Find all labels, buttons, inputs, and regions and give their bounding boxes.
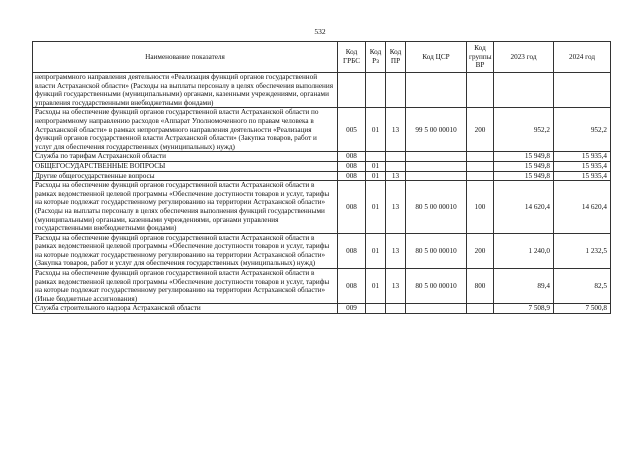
table-row — [33, 233, 611, 268]
cell-y2023: 89,4 — [494, 269, 554, 304]
cell-rz: 01 — [366, 161, 386, 171]
cell-pr: 13 — [386, 181, 406, 234]
cell-name: Расходы на обеспечение функций органов государственной власти Астраханской области в рамках ведомственной целевой программы «Обеспечение доступности товаров и услуг, тарифы на которые подлежат государственному регулированию на территории Астраханской области» (Расходы на выплаты персоналу в целях обеспечения выполнения функций государственными (муниципальными) органами, казенными учреждениями, органами управления государственными внебюджетными фондами) — [33, 181, 338, 234]
cell-csr — [406, 171, 467, 181]
cell-pr — [386, 304, 406, 314]
cell-vr — [467, 161, 494, 171]
cell-y2023: 15 949,8 — [494, 152, 554, 162]
cell-grbs: 005 — [338, 108, 366, 152]
header-2023: 2023 год — [494, 42, 554, 73]
cell-vr — [467, 171, 494, 181]
cell-rz: 01 — [366, 181, 386, 234]
cell-pr: 13 — [386, 233, 406, 268]
header-vr: Код группы ВР — [467, 42, 494, 73]
cell-csr — [406, 152, 467, 162]
cell-name: Другие общегосударственные вопросы — [33, 171, 338, 181]
cell-csr: 99 5 00 00010 — [406, 108, 467, 152]
cell-y2024: 82,5 — [554, 269, 611, 304]
cell-vr: 800 — [467, 269, 494, 304]
cell-y2024: 15 935,4 — [554, 152, 611, 162]
cell-name: Расходы на обеспечение функций органов государственной власти Астраханской области в рамках ведомственной целевой программы «Обеспечение доступности товаров и услуг, тарифы на которые подлежат государственному регулированию на территории Астраханской области» (Закупка товаров, работ и услуг для обеспечения государственных (муниципальных) нужд) — [33, 233, 338, 268]
header-name: Наименование показателя — [33, 42, 338, 73]
cell-grbs: 009 — [338, 304, 366, 314]
cell-y2024 — [554, 73, 611, 108]
cell-pr — [386, 152, 406, 162]
table-row — [33, 152, 611, 162]
cell-y2023 — [494, 73, 554, 108]
header-2024: 2024 год — [554, 42, 611, 73]
cell-y2024: 14 620,4 — [554, 181, 611, 234]
cell-csr: 80 5 00 00010 — [406, 181, 467, 234]
cell-y2023: 15 949,8 — [494, 171, 554, 181]
header-pr: Код ПР — [386, 42, 406, 73]
cell-y2024: 15 935,4 — [554, 171, 611, 181]
cell-y2023: 14 620,4 — [494, 181, 554, 234]
cell-y2023: 15 949,8 — [494, 161, 554, 171]
cell-y2023: 1 240,0 — [494, 233, 554, 268]
cell-csr — [406, 161, 467, 171]
cell-pr — [386, 161, 406, 171]
header-csr: Код ЦСР — [406, 42, 467, 73]
cell-csr: 80 5 00 00010 — [406, 269, 467, 304]
cell-csr: 80 5 00 00010 — [406, 233, 467, 268]
cell-y2024: 15 935,4 — [554, 161, 611, 171]
cell-pr: 13 — [386, 269, 406, 304]
table-row — [33, 161, 611, 171]
header-grbs: Код ГРБС — [338, 42, 366, 73]
cell-vr — [467, 73, 494, 108]
table-row — [33, 304, 611, 314]
cell-rz: 01 — [366, 108, 386, 152]
cell-y2023: 952,2 — [494, 108, 554, 152]
cell-grbs: 008 — [338, 161, 366, 171]
header-rz: Код Рз — [366, 42, 386, 73]
cell-name: непрограммного направления деятельности «Реализация функций органов государственной власти Астраханской области» (Расходы на выплаты персоналу в целях обеспечения выполнения функций государственными (муниципальными) органами, казенными учреждениями, органами управления государственными внебюджетными фондами) — [33, 73, 338, 108]
cell-vr: 100 — [467, 181, 494, 234]
table-row — [33, 181, 611, 234]
table-row — [33, 108, 611, 152]
cell-name: ОБЩЕГОСУДАРСТВЕННЫЕ ВОПРОСЫ — [33, 161, 338, 171]
table-row — [33, 269, 611, 304]
cell-csr — [406, 304, 467, 314]
cell-rz — [366, 304, 386, 314]
cell-name: Расходы на обеспечение функций органов государственной власти Астраханской области в рамках ведомственной целевой программы «Обеспечение доступности товаров и услуг, тарифы на которые подлежат государственному регулированию на территории Астраханской области» (Иные бюджетные ассигнования) — [33, 269, 338, 304]
cell-vr — [467, 304, 494, 314]
cell-grbs: 008 — [338, 152, 366, 162]
cell-y2024: 952,2 — [554, 108, 611, 152]
cell-pr: 13 — [386, 171, 406, 181]
cell-grbs: 008 — [338, 233, 366, 268]
cell-y2024: 7 500,8 — [554, 304, 611, 314]
table-row — [33, 73, 611, 108]
cell-vr — [467, 152, 494, 162]
cell-rz: 01 — [366, 233, 386, 268]
cell-grbs: 008 — [338, 171, 366, 181]
cell-name: Служба строительного надзора Астраханской области — [33, 304, 338, 314]
page-number: 532 — [314, 27, 326, 36]
table-row — [33, 171, 611, 181]
budget-table — [32, 41, 611, 314]
cell-csr — [406, 73, 467, 108]
cell-pr: 13 — [386, 108, 406, 152]
cell-grbs — [338, 73, 366, 108]
cell-name: Служба по тарифам Астраханской области — [33, 152, 338, 162]
cell-vr: 200 — [467, 233, 494, 268]
cell-rz — [366, 73, 386, 108]
header-row — [33, 42, 611, 73]
cell-grbs: 008 — [338, 181, 366, 234]
cell-rz: 01 — [366, 171, 386, 181]
cell-pr — [386, 73, 406, 108]
cell-y2024: 1 232,5 — [554, 233, 611, 268]
cell-rz — [366, 152, 386, 162]
cell-name: Расходы на обеспечение функций органов государственной власти Астраханской области по непрограммному направлению расходов «Аппарат Уполномоченного по правам человека в Астраханской области» в рамках непрограммного направления деятельности «Реализация функций органов государственной власти Астраханской области» (Закупка товаров, работ и услуг для обеспечения государственных (муниципальных) нужд) — [33, 108, 338, 152]
cell-rz: 01 — [366, 269, 386, 304]
cell-y2023: 7 508,9 — [494, 304, 554, 314]
cell-vr: 200 — [467, 108, 494, 152]
cell-grbs: 008 — [338, 269, 366, 304]
